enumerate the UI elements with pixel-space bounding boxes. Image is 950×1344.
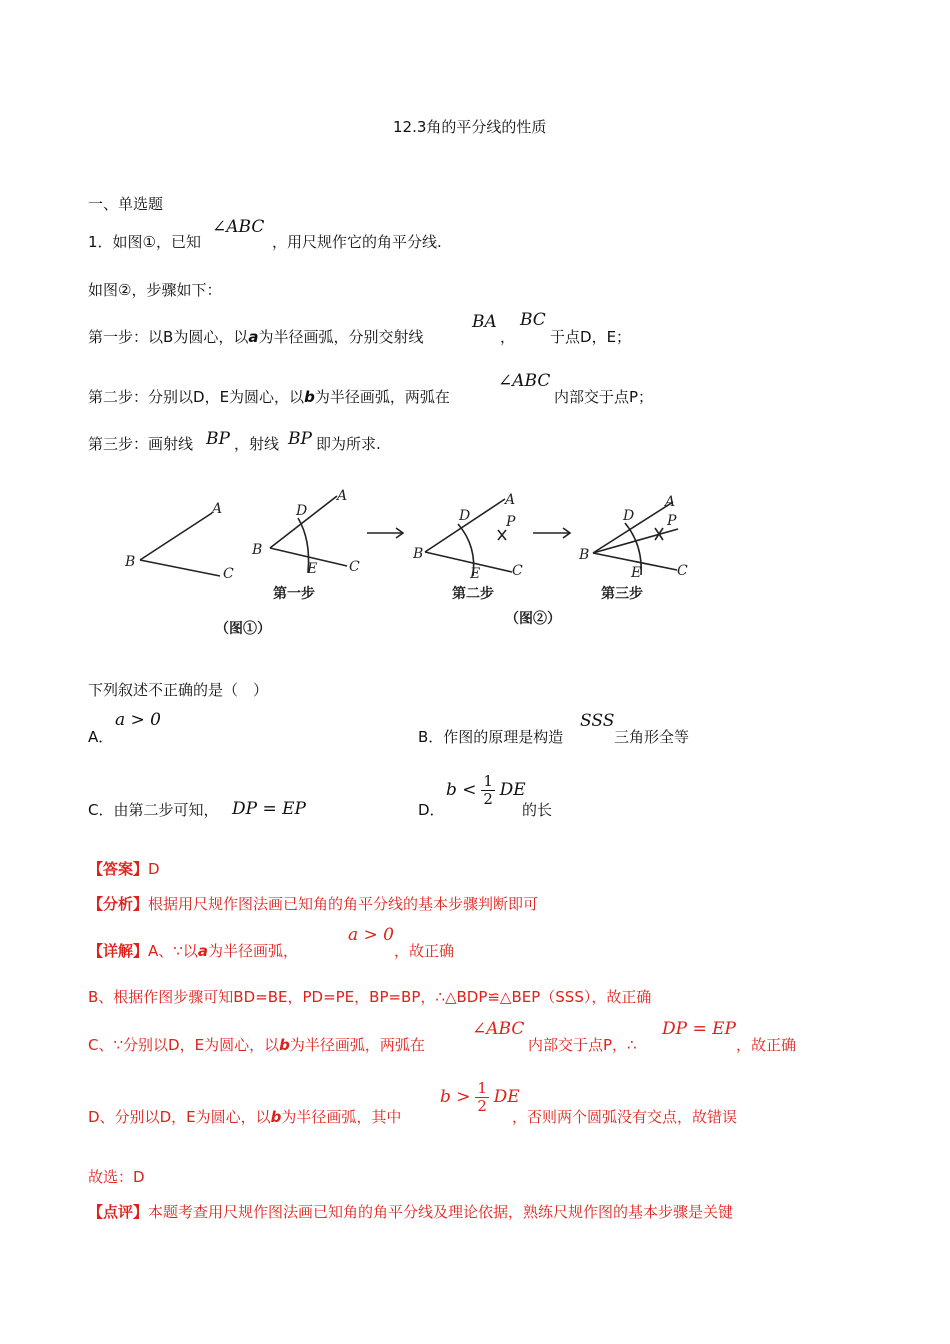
ray-ba-math: BA — [472, 312, 497, 332]
ray-bp-math-2: BP — [288, 429, 312, 449]
s3-label-e: E — [631, 565, 642, 581]
fig1-ray-ba — [140, 513, 212, 560]
detail-a-tail: ，故正确 — [394, 942, 455, 960]
s3-label-c: C — [677, 563, 688, 579]
s1-label-d: D — [296, 503, 308, 519]
s2-arc-intersection — [498, 530, 506, 540]
s2-label-d: D — [459, 508, 471, 524]
step-3: 第三步：画射线 — [88, 435, 194, 453]
s1-label-a: A — [337, 488, 348, 504]
step-1-tail: 于点D，E； — [550, 328, 632, 346]
detail-c-tail: ，故正确 — [736, 1036, 797, 1054]
detail-d-tail: ，否则两个圆弧没有交点，故错误 — [512, 1108, 738, 1126]
choose-line: 故选：D — [88, 1168, 145, 1186]
s3-label-d: D — [623, 508, 635, 524]
s2-label-a: A — [505, 492, 516, 508]
option-c-math: DP = EP — [232, 799, 306, 819]
question-line-1-tail: ，用尺规作它的角平分线. — [272, 233, 442, 251]
step-2-tail: 内部交于点P； — [554, 388, 654, 406]
s1-label-e: E — [307, 561, 318, 577]
question-line-2: 如图②，步骤如下： — [88, 281, 222, 299]
review-line: 【点评】本题考查用尺规作图法画已知角的角平分线及理论依据，熟练尺规作图的基本步骤是关键 — [88, 1203, 734, 1221]
option-c-label[interactable]: C．由第二步可知， — [88, 801, 219, 819]
step-3-tail: 即为所求. — [316, 435, 381, 453]
angle-abc-math: ∠ABC — [212, 217, 265, 237]
s1-label-c: C — [349, 559, 360, 575]
step-3-mid: ，射线 — [234, 435, 280, 453]
fig1-label-b: B — [125, 554, 136, 570]
detail-d-math: b > $\frac{1}{2}$ DE — [440, 1079, 520, 1115]
option-d-tail: 的长 — [522, 801, 553, 819]
option-b-tail: 三角形全等 — [614, 728, 690, 746]
option-b-label[interactable]: B．作图的原理是构造 — [418, 728, 564, 746]
s3-label-p: P — [667, 513, 677, 529]
step-2: 第二步：分别以D，E为圆心，以b为半径画弧，两弧在 — [88, 388, 450, 406]
fig1-ray-bc — [140, 560, 220, 576]
detail-line-c: C、∵分别以D，E为圆心，以b为半径画弧，两弧在 — [88, 1036, 425, 1054]
option-d-math: b < $\frac{1}{2}$ DE — [446, 772, 526, 808]
page-title: 12.3角的平分线的性质 — [393, 118, 547, 136]
detail-line-b: B、根据作图步骤可知BD=BE，PD=PE，BP=BP，∴△BDP≌△BEP（SSS），故正确 — [88, 988, 652, 1006]
analysis-line: 【分析】根据用尺规作图法画已知角的角平分线的基本步骤判断即可 — [88, 895, 539, 913]
option-a-math: a > 0 — [115, 710, 162, 730]
fig1-label-a: A — [212, 501, 223, 517]
section-heading: 一、单选题 — [88, 195, 164, 213]
s2-label-b: B — [413, 546, 424, 562]
s1-label-b: B — [252, 542, 263, 558]
question-prompt: 下列叙述不正确的是（ ） — [88, 681, 269, 699]
angle-abc-math-2: ∠ABC — [498, 371, 551, 391]
ray-bp-math: BP — [206, 429, 230, 449]
fig1-label-c: C — [223, 566, 234, 582]
answer-line: 【答案】D — [88, 860, 160, 878]
caption-step-2: 第二步 — [452, 586, 494, 602]
caption-fig-1: （图①） — [215, 621, 271, 637]
detail-c-math: DP = EP — [662, 1019, 736, 1039]
detail-line-a: 【详解】A、∵以a为半径画弧， — [88, 942, 298, 960]
caption-fig-2: （图②） — [505, 611, 561, 627]
s2-ray-bc — [425, 552, 512, 572]
caption-step-3: 第三步 — [601, 586, 643, 602]
s2-label-c: C — [512, 563, 523, 579]
step-1-sep: ， — [500, 328, 516, 346]
ray-bc-math: BC — [520, 310, 546, 330]
s2-label-e: E — [470, 566, 481, 582]
question-line-1: 1．如图①，已知 — [88, 233, 201, 251]
option-a-label[interactable]: A． — [88, 728, 114, 746]
detail-c-mid: 内部交于点P，∴ — [528, 1036, 637, 1054]
option-b-math: SSS — [580, 711, 615, 731]
caption-step-1: 第一步 — [273, 586, 315, 602]
detail-a-math: a > 0 — [348, 925, 395, 945]
s3-label-a: A — [665, 494, 676, 510]
construction-figure — [115, 480, 705, 650]
detail-line-d: D、分别以D，E为圆心，以b为半径画弧，其中 — [88, 1108, 402, 1126]
s2-label-p: P — [506, 514, 516, 530]
s2-ray-ba — [425, 499, 505, 552]
detail-c-angle-math: ∠ABC — [472, 1019, 525, 1039]
option-d-label[interactable]: D． — [418, 801, 445, 819]
step-1: 第一步：以B为圆心，以a为半径画弧，分别交射线 — [88, 328, 424, 346]
s3-label-b: B — [579, 547, 590, 563]
